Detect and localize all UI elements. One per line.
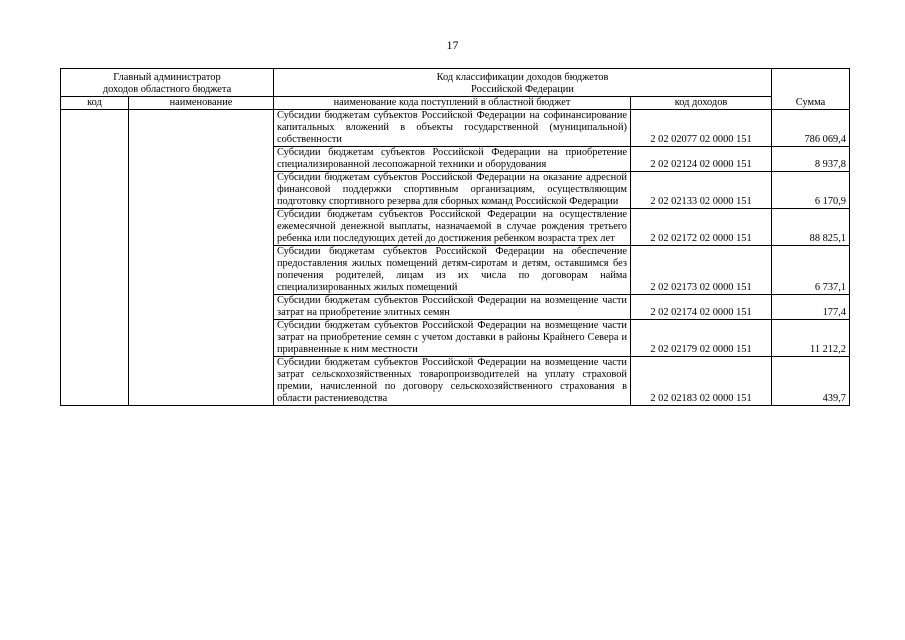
admin-group-header-line-1: Главный администратор bbox=[113, 72, 221, 83]
admin-group-header-line-2: доходов областного бюджета bbox=[102, 84, 232, 95]
amount-cell: 786 069,4 bbox=[772, 110, 850, 147]
admin-group-header bbox=[61, 69, 274, 97]
income-code-cell: 2 02 02077 02 0000 151 bbox=[631, 110, 772, 147]
col-name-header: наименование bbox=[129, 97, 274, 110]
amount-cell: 11 212,2 bbox=[772, 320, 850, 357]
page-number: 17 bbox=[446, 38, 459, 52]
amount-cell: 6 737,1 bbox=[772, 246, 850, 295]
col-income-name-header: наименование кода поступлений в областной бюджет bbox=[274, 97, 631, 110]
amount-cell: 88 825,1 bbox=[772, 209, 850, 246]
income-code-cell: 2 02 02174 02 0000 151 bbox=[631, 295, 772, 320]
col-code-header: код bbox=[61, 97, 129, 110]
amount-cell: 6 170,9 bbox=[772, 172, 850, 209]
amount-cell: 177,4 bbox=[772, 295, 850, 320]
amount-cell: 439,7 bbox=[772, 357, 850, 406]
classification-group-header bbox=[274, 69, 772, 97]
income-name-cell: Субсидии бюджетам субъектов Российской Федерации на возмещение части затрат сельскохозяйственных товаропроизводителей на уплату страховой премии, начисленной по договору сельскохозяйственного страхования в области растениеводства bbox=[274, 357, 631, 406]
income-name-cell: Субсидии бюджетам субъектов Российской Федерации на осуществление ежемесячной денежной выплаты, назначаемой в случае рождения третьего ребенка или последующих детей до достижения ребенком возраста трех лет bbox=[274, 209, 631, 246]
income-code-cell: 2 02 02172 02 0000 151 bbox=[631, 209, 772, 246]
revenue-table bbox=[60, 68, 850, 406]
table-row bbox=[61, 110, 850, 147]
income-name-cell: Субсидии бюджетам субъектов Российской Федерации на возмещение части затрат на приобретение элитных семян bbox=[274, 295, 631, 320]
classification-group-header-line-1: Код классификации доходов бюджетов bbox=[436, 72, 609, 83]
amount-header: Сумма bbox=[772, 69, 850, 110]
income-name-cell: Субсидии бюджетам субъектов Российской Федерации на возмещение части затрат на приобретение семян с учетом доставки в районы Крайнего Севера и приравненные к ним местности bbox=[274, 320, 631, 357]
income-code-cell: 2 02 02173 02 0000 151 bbox=[631, 246, 772, 295]
admin-code-cell bbox=[61, 110, 129, 406]
income-name-cell: Субсидии бюджетам субъектов Российской Федерации на обеспечение предоставления жилых помещений детям-сиротам и детям, оставшимся без попечения родителей, лицам из их числа по договорам найма специализированных жилых помещений bbox=[274, 246, 631, 295]
classification-group-header-line-2: Российской Федерации bbox=[471, 84, 574, 95]
income-code-cell: 2 02 02124 02 0000 151 bbox=[631, 147, 772, 172]
income-code-cell: 2 02 02133 02 0000 151 bbox=[631, 172, 772, 209]
income-code-cell: 2 02 02179 02 0000 151 bbox=[631, 320, 772, 357]
admin-name-cell bbox=[129, 110, 274, 406]
col-income-code-header: код доходов bbox=[631, 97, 772, 110]
income-name-cell: Субсидии бюджетам субъектов Российской Федерации на оказание адресной финансовой поддержки спортивным организациям, осуществляющим подготовку спортивного резерва для сборных команд Российской Федерации bbox=[274, 172, 631, 209]
income-name-cell: Субсидии бюджетам субъектов Российской Федерации на приобретение специализированной лесопожарной техники и оборудования bbox=[274, 147, 631, 172]
amount-cell: 8 937,8 bbox=[772, 147, 850, 172]
income-code-cell: 2 02 02183 02 0000 151 bbox=[631, 357, 772, 406]
income-name-cell: Субсидии бюджетам субъектов Российской Федерации на софинансирование капитальных вложений в объекты государственной (муниципальной) собственности bbox=[274, 110, 631, 147]
